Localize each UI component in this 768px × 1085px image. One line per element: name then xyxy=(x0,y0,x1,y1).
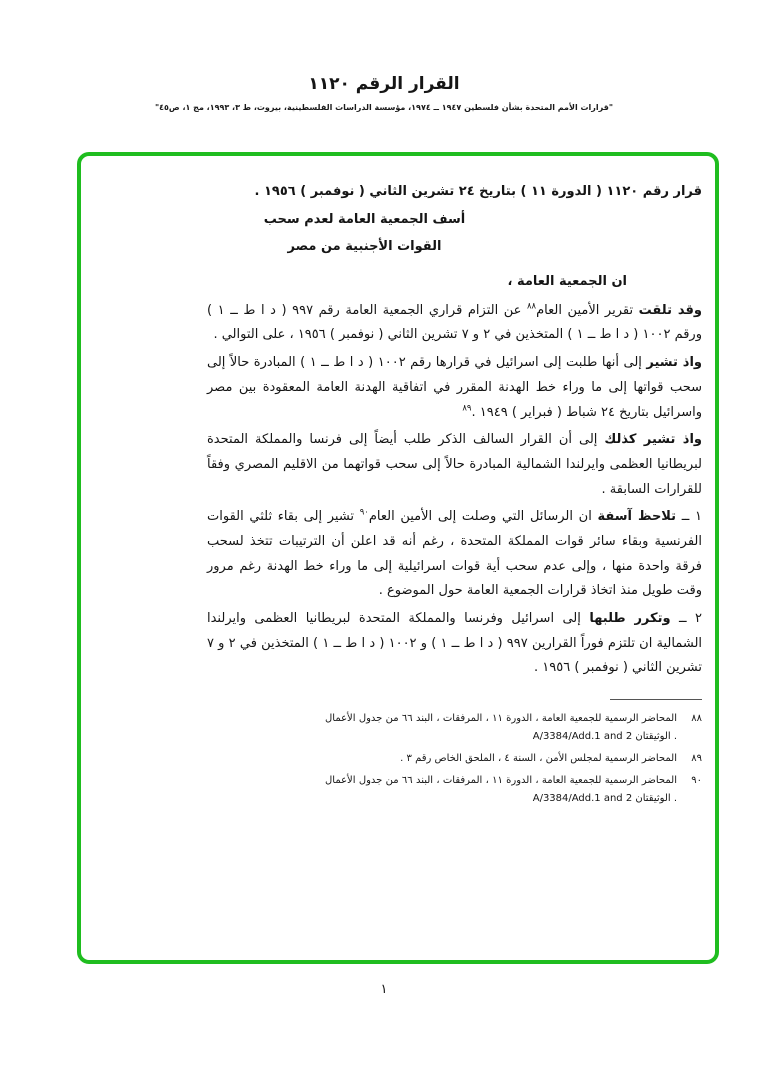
footnote-ref-89: ٨٩ xyxy=(462,403,472,414)
para-1-text-rest: عن التزام قراري الجمعية العامة رقم ٩٩٧ ( د ا ط ــ ١ ) ورقم ١٠٠٢ ( د ا ط ــ ١ ) المتخذين في ٢ و ٧ تشرين الثاني ( نوفمبر ) ١٩٥٦ ، على التوالي . xyxy=(207,302,702,343)
paragraph-3 xyxy=(207,428,702,502)
subject-line-2: القوات الأجنبية من مصر xyxy=(287,239,442,255)
content-frame xyxy=(77,152,719,964)
footnote-90-text: المحاضر الرسمية للجمعية العامة ، الدورة ١١ ، المرفقات ، البند ٦٦ من جدول الأعمال . الوثيقتان A/3384/Add.1 and 2 xyxy=(325,775,677,805)
para-1-lead: وقد تلقت xyxy=(638,302,703,318)
para-2-lead: واذ تشير xyxy=(646,355,703,371)
paragraph-1 xyxy=(207,299,702,348)
footnote-ref-90: ٩٠ xyxy=(359,507,369,518)
footnote-ref-88: ٨٨ xyxy=(526,301,537,312)
page-title: القرار الرقم ١١٢٠ xyxy=(308,74,460,94)
para-5-lead: وتكرر طلبها xyxy=(589,611,671,626)
footnote-88-number: ٨٨ xyxy=(691,713,702,725)
footnote-89-number: ٨٩ xyxy=(691,753,702,765)
footnote-88-text: المحاضر الرسمية للجمعية العامة ، الدورة ١١ ، المرفقات ، البند ٦٦ من جدول الأعمال . الوثيقتان A/3384/Add.1 and 2 xyxy=(325,713,677,743)
para-4-text: ان الرسائل التي وصلت إلى الأمين العام xyxy=(368,509,598,525)
footnote-90 xyxy=(325,772,702,808)
para-2-text: إلى أنها طلبت إلى اسرائيل في قرارها رقم ١٠٠٢ ( د ا ط ــ ١ ) المبادرة حالاً إلى سحب قواتها إلى ما وراء خط الهدنة المقرر في اتفاقية الهدنة العامة المعقودة بين مصر واسرائيل بتاريخ ٢٤ شباط ( فبراير ) ١٩٤٩ . xyxy=(207,355,702,420)
paragraph-5 xyxy=(207,607,702,681)
para-3-lead: واذ تشير كذلك xyxy=(604,432,702,448)
paragraph-4 xyxy=(207,505,702,604)
footnote-separator xyxy=(610,699,702,700)
para-3-text: إلى أن القرار السالف الذكر طلب أيضاً إلى فرنسا والمملكة المتحدة لبريطانيا العظمى وايرلندا الشمالية المبادرة حالاً إلى سحب قواتهما من الاقليم المصري وفقاً للقرارات السابقة . xyxy=(207,432,702,497)
para-4-text-rest: تشير إلى بقاء ثلثي القوات الفرنسية وبقاء سائر قوات المملكة المتحدة ، رغم أنه قد اعلن أن الترتيبات تتخذ لسحب فرقة واحدة منها ، وإلى عدم سحب أية قوات اسرائيلية إلى ما وراء خط الهدنة رغم مرور وقت طويل منذ اتخاذ قرارات الجمعية العامة حول الموضوع . xyxy=(207,509,702,599)
opening-line: ان الجمعية العامة ، xyxy=(507,274,627,290)
para-5-pre: ٢ ــ xyxy=(670,611,702,626)
paragraph-2 xyxy=(207,351,702,425)
para-4-pre: ١ ــ xyxy=(676,509,702,525)
footnote-89 xyxy=(325,750,702,768)
footnote-90-number: ٩٠ xyxy=(691,775,702,787)
subject-line-1: أسف الجمعية العامة لعدم سحب xyxy=(263,211,466,227)
footnotes-block xyxy=(325,710,702,808)
page-number: ١ xyxy=(380,982,388,997)
page-header xyxy=(0,74,768,112)
para-5-text: إلى اسرائيل وفرنسا والمملكة المتحدة لبريطانيا العظمى وايرلندا الشمالية ان تلتزم فوراً القرارين ٩٩٧ ( د ا ط ــ ١ ) و ١٠٠٢ ( د ا ط ــ ١ ) المتخذين في ٢ و ٧ تشرين الثاني ( نوفمبر ) ١٩٥٦ . xyxy=(207,611,703,676)
resolution-heading: قرار رقم ١١٢٠ ( الدورة ١١ ) بتاريخ ٢٤ تشرين الثاني ( نوفمبر ) ١٩٥٦ . xyxy=(254,184,702,199)
source-citation: "قرارات الأمم المتحدة بشأن فلسطين ١٩٤٧ ــ ١٩٧٤، مؤسسة الدراسات الفلسطينية، بيروت، ط ٣، ١٩٩٣، مج ١، ص٤٥" xyxy=(154,103,614,112)
resolution-body xyxy=(81,156,715,808)
para-1-text: تقرير الأمين العام xyxy=(536,302,639,318)
footnote-88 xyxy=(325,710,702,746)
para-4-lead: تلاحظ آسفة xyxy=(597,509,677,525)
footnote-89-text: المحاضر الرسمية لمجلس الأمن ، السنة ٤ ، الملحق الخاص رقم ٣ . xyxy=(400,753,677,765)
